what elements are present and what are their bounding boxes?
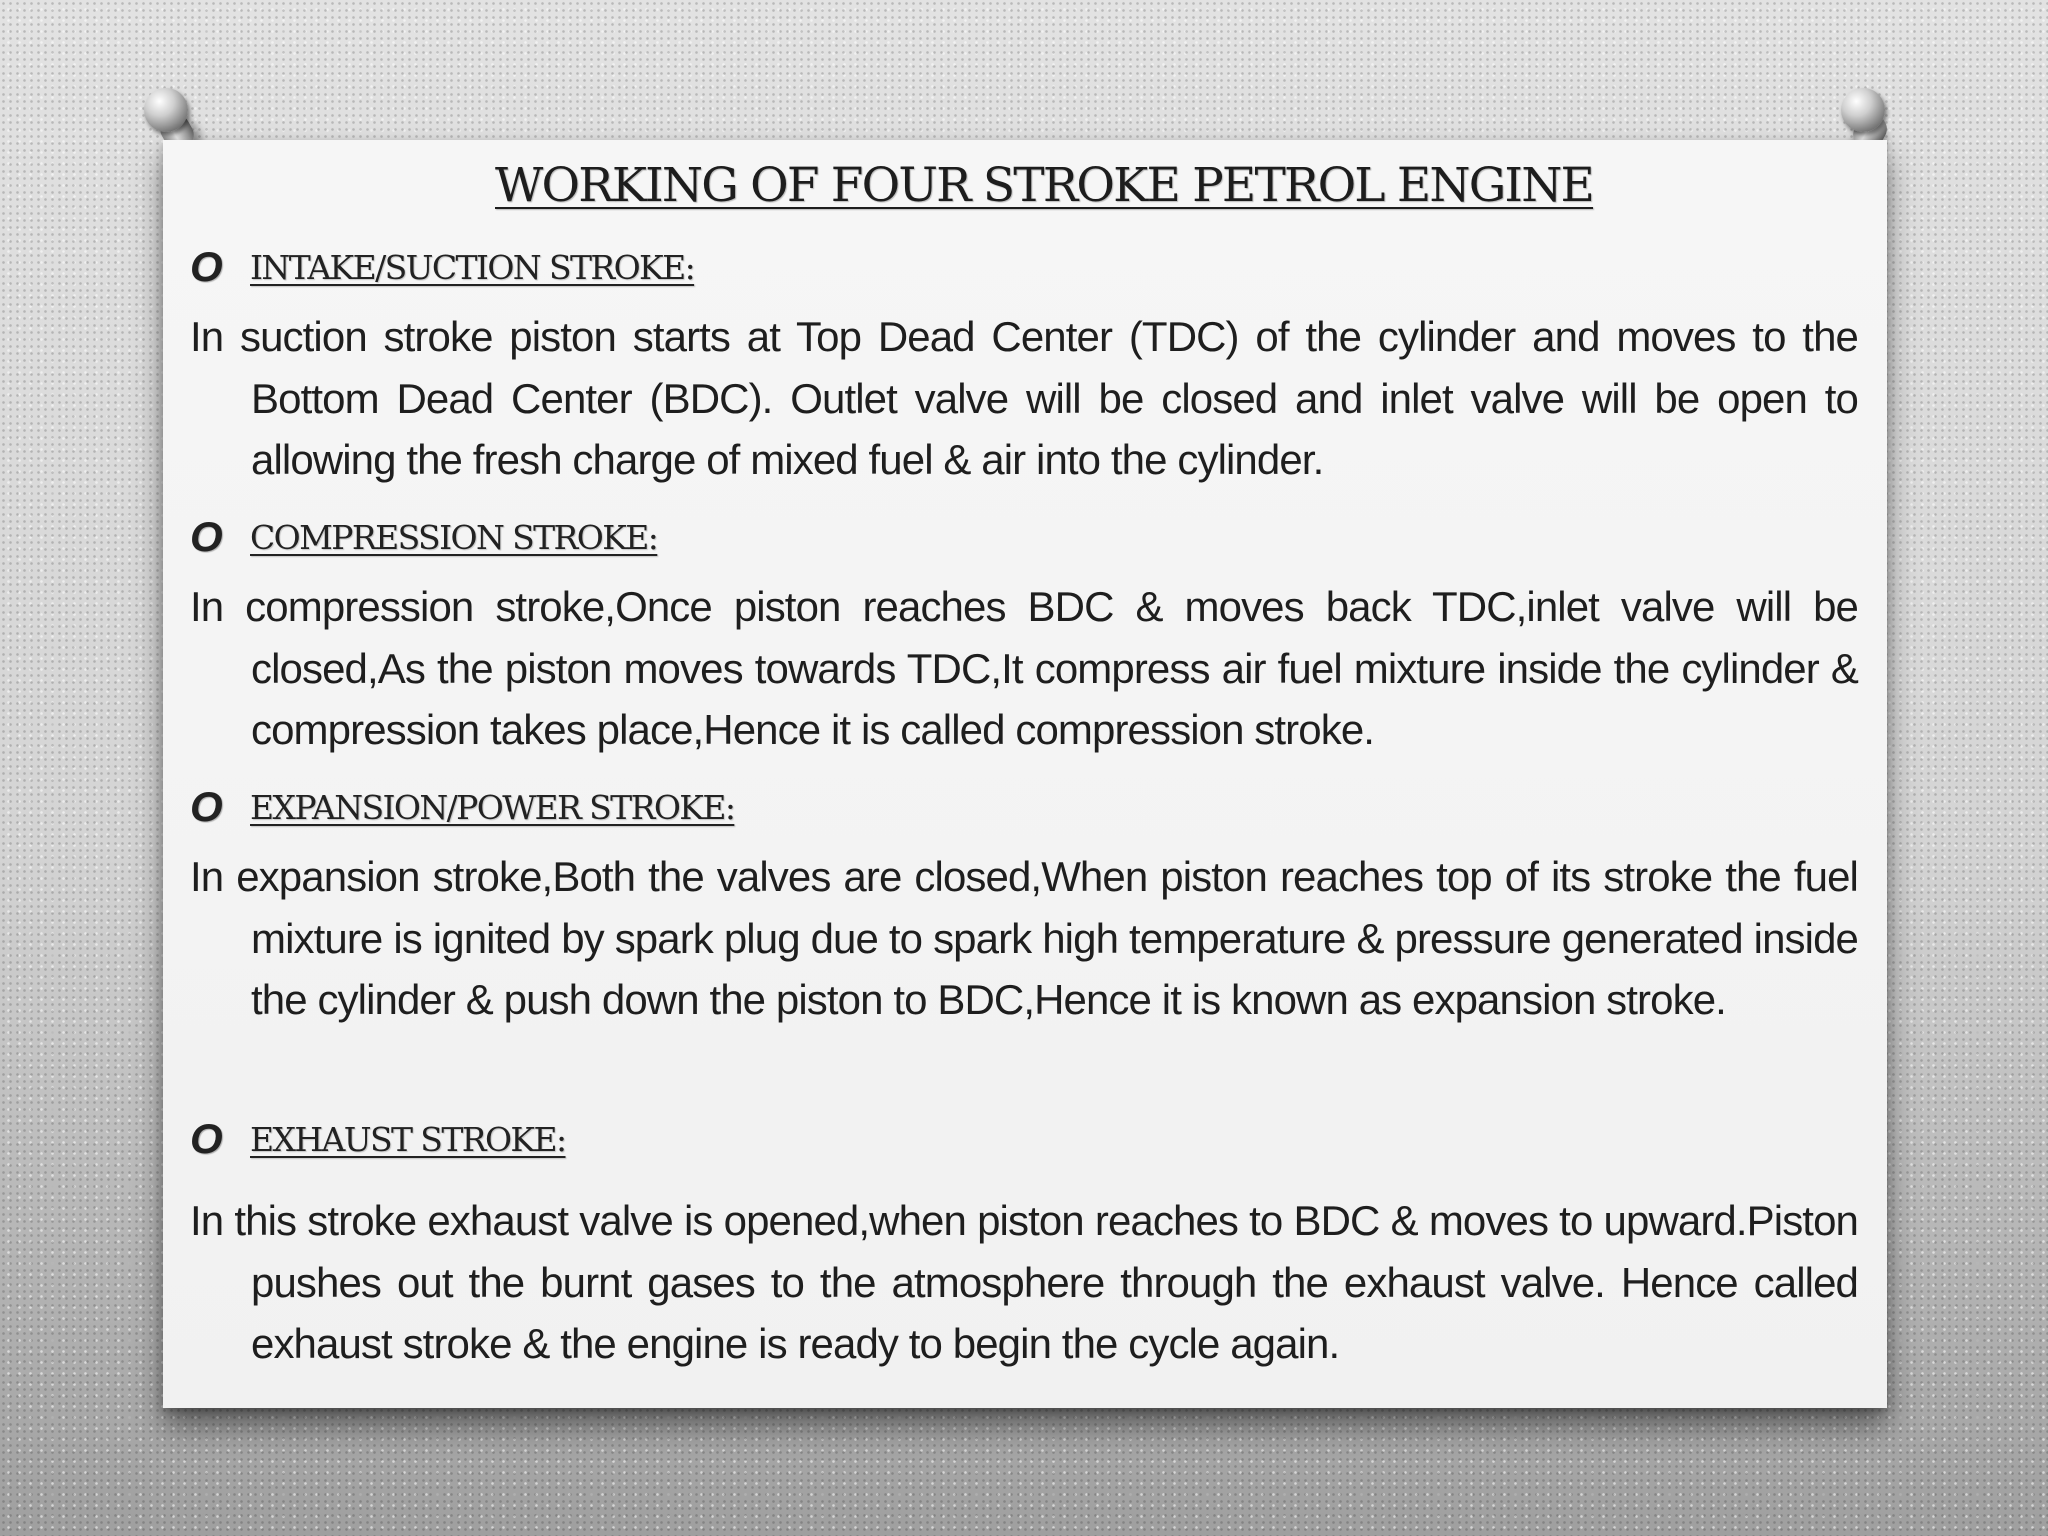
paragraph-intake: In suction stroke piston starts at Top Dead Center (TDC) of the cylinder and moves to the Bottom Dead Center (BDC). Outlet valve will be closed and inlet valve will be open to allowing the fresh charge of mixed fuel & air into the cylinder.	[190, 313, 1858, 483]
bullet-marker: O	[190, 513, 223, 560]
section-heading-intake	[190, 242, 694, 292]
heading-expansion-label: EXPANSION/POWER STROKE:	[250, 787, 735, 827]
heading-intake-label: INTAKE/SUCTION STROKE:	[250, 247, 695, 287]
heading-compression-label: COMPRESSION STROKE:	[250, 517, 658, 557]
section-heading-expansion	[190, 782, 734, 832]
bullet-marker: O	[190, 243, 223, 290]
section-heading-exhaust	[190, 1114, 566, 1164]
paragraph-compression: In compression stroke,Once piston reaches BDC & moves back TDC,inlet valve will be closed,As the piston moves towards TDC,It compress air fuel mixture inside the cylinder & compression takes place,Hence it is called compression stroke.	[190, 583, 1858, 753]
bullet-marker: O	[190, 1115, 223, 1162]
slide-title: WORKING OF FOUR STROKE PETROL ENGINE	[495, 158, 1594, 213]
section-heading-compression	[190, 512, 657, 562]
paragraph-exhaust: In this stroke exhaust valve is opened,when piston reaches to BDC & moves to upward.Piston pushes out the burnt gases to the atmosphere through the exhaust valve. Hence called exhaust stroke & the engine is ready to begin the cycle again.	[190, 1197, 1858, 1367]
paragraph-expansion: In expansion stroke,Both the valves are closed,When piston reaches top of its stroke the fuel mixture is ignited by spark plug due to spark high temperature & pressure generated inside the cylinder & push down the piston to BDC,Hence it is known as expansion stroke.	[190, 853, 1858, 1023]
heading-exhaust-label: EXHAUST STROKE:	[250, 1119, 566, 1159]
bullet-marker: O	[190, 783, 223, 830]
